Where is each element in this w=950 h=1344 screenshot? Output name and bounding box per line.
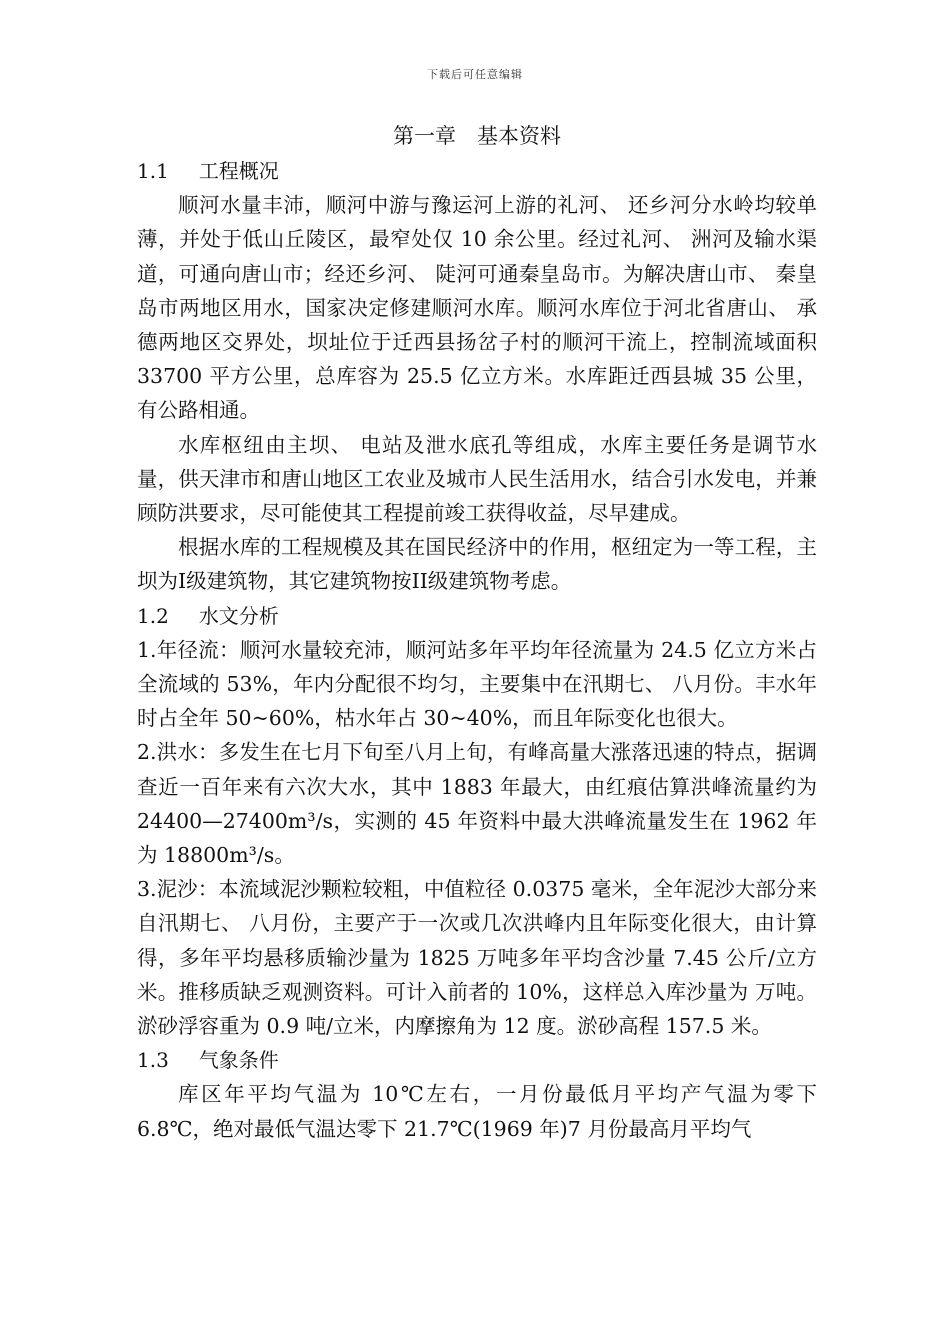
paragraph: 顺河水量丰沛，顺河中游与豫运河上游的礼河、 还乡河分水岭均较单薄，并处于低山丘陵区，最窄处仅 10 余公里。经过礼河、 洲河及输水渠道，可通向唐山市；经还乡河、 陡河可通秦皇岛市。为解决唐山市、 秦皇岛市两地区用水，国家决定修建顺河水库。顺河水库位于河北省唐山、 承德两地区交界处，坝址位于迁西县扬岔子村的顺河干流上，控制流域面积 33700 平方公里，总库容为 25.5 亿立方米。水库距迁西县城 35 公里，有公路相通。 xyxy=(137,193,817,423)
page-header: 下载后可任意编辑 xyxy=(427,68,523,81)
chapter-title: 第一章 基本资料 xyxy=(393,124,561,148)
paragraph: 根据水库的工程规模及其在国民经济中的作用，枢纽定为一等工程，主坝为I级建筑物，其它建筑物按II级建筑物考虑。 xyxy=(137,535,817,594)
paragraph: 水库枢纽由主坝、 电站及泄水底孔等组成，水库主要任务是调节水量，供天津市和唐山地区工农业及城市人民生活用水，结合引水发电，并兼顾防洪要求，尽可能使其工程提前竣工获得收益，尽早建成。 xyxy=(137,432,817,526)
paragraph: 库区年平均气温为 10℃左右，一月份最低月平均产气温为零下 6.8℃，绝对最低气温达零下 21.7℃(1969 年)7 月份最高月平均气 xyxy=(137,1082,817,1141)
paragraph: 3.泥沙：本流域泥沙颗粒较粗，中值粒径 0.0375 毫米，全年泥沙大部分来自汛期七、 八月份，主要产于一次或几次洪峰内且年际变化很大，由计算得，多年平均悬移质输沙量为 1825 万吨多年平均含沙量 7.45 公斤/立方米。推移质缺乏观测资料。可计入前者的 10%，这样总入库沙量为 万吨。淤砂浮容重为 0.9 吨/立米，内摩擦角为 12 度。淤砂高程 157.5 米。 xyxy=(137,877,817,1039)
document-body xyxy=(137,118,817,1146)
section-1-3 xyxy=(137,1043,817,1146)
section-1-1 xyxy=(137,154,817,599)
section-title: 水文分析 xyxy=(198,603,279,628)
section-heading xyxy=(137,1043,817,1077)
paragraph: 1.年径流：顺河水量较充沛，顺河站多年平均年径流量为 24.5 亿立方米占全流域的 53%，年内分配很不均匀，主要集中在汛期七、 八月份。丰水年时占全年 50~60%，枯水年占 30~40%，而且年际变化也很大。 xyxy=(137,637,817,731)
section-heading xyxy=(137,599,817,633)
section-number: 1.1 xyxy=(137,159,169,183)
section-title: 工程概况 xyxy=(198,159,279,183)
paragraph: 2.洪水：多发生在七月下旬至八月上旬，有峰高量大涨落迅速的特点，据调查近一百年来有六次大水，其中 1883 年最大，由红痕估算洪峰流量约为 24400—27400m³/s，实测的 45 年资料中最大洪峰流量发生在 1962 年为 18800m³/s。 xyxy=(137,740,817,868)
section-number: 1.2 xyxy=(137,603,169,628)
section-title: 气象条件 xyxy=(198,1048,279,1073)
section-heading xyxy=(137,154,817,188)
section-number: 1.3 xyxy=(137,1048,169,1073)
section-1-2 xyxy=(137,599,817,1044)
